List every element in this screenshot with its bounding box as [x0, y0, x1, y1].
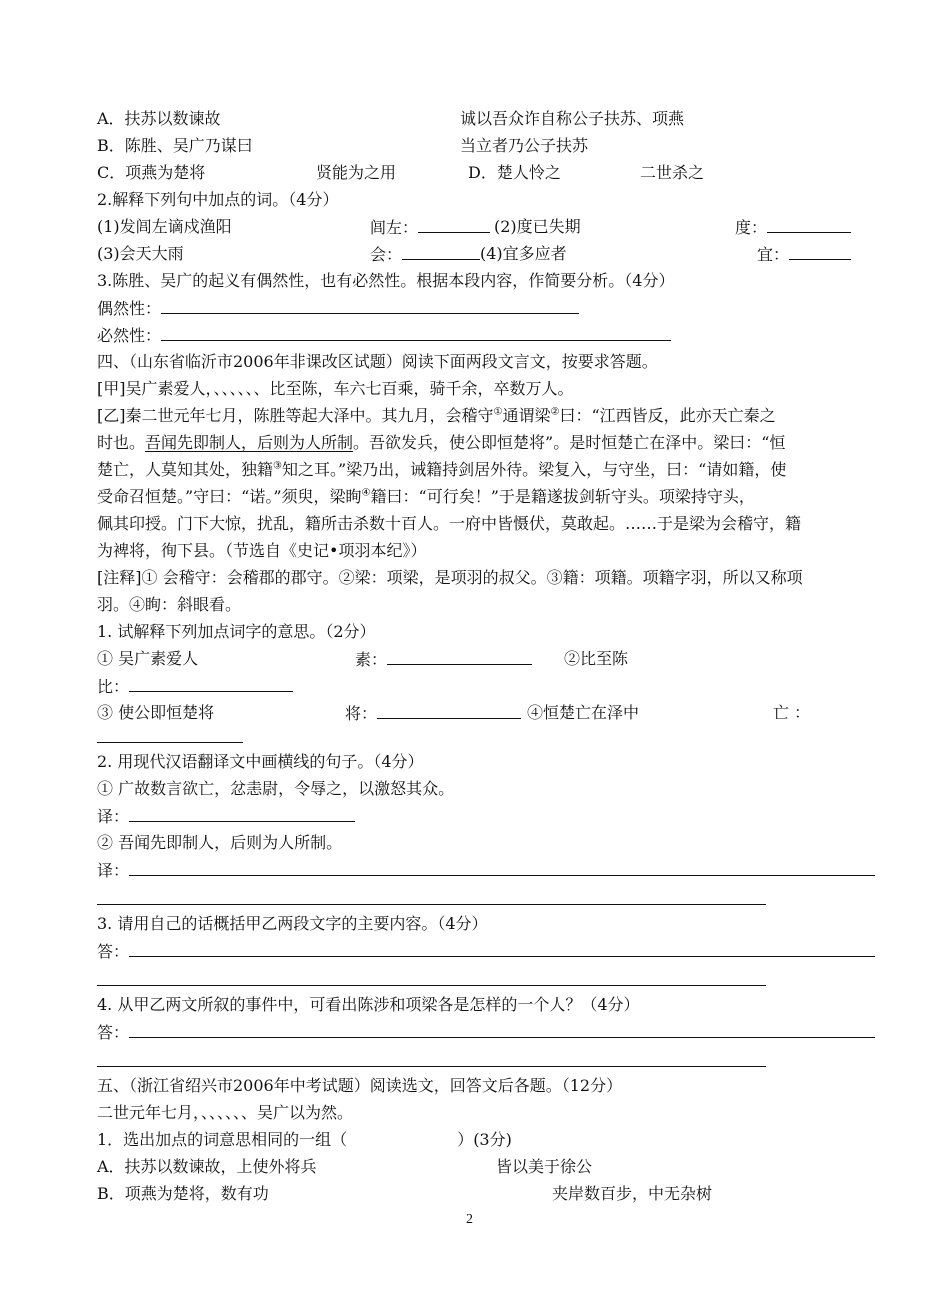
s4q2-translate2-line2[interactable]: [97, 904, 766, 905]
yi-line1-part3: 曰：“江西皆反，此亦天亡秦之: [559, 406, 776, 425]
s4q3-title: 3. 请用自己的话概括甲乙两段文字的主要内容。（4分）: [97, 914, 488, 933]
s4q1-item3: ③ 使公即恒楚将: [97, 703, 215, 722]
s5q1-option-a-left: A．扶苏以数谏故，上使外将兵: [97, 1157, 317, 1176]
s5q1-title-part1: 1．选出加点的词意思相同的一组（: [97, 1130, 348, 1149]
q2-item4-label: 宜：: [757, 245, 790, 264]
option-b-right: 当立者乃公子扶苏: [460, 136, 589, 155]
footnote-mark-1: ①: [493, 406, 503, 418]
s4q1-item3-label: 将：: [345, 704, 378, 723]
q2-title: 2.解释下列句中加点的词。（4分）: [97, 190, 339, 209]
s4q1-item3-answer: [345, 701, 521, 725]
yi-line2-part1: 时也。: [97, 433, 146, 452]
s4q1-item4-blank[interactable]: [97, 742, 243, 743]
option-c-left: C．项燕为楚将: [97, 163, 206, 182]
footnote-mark-4: ④: [361, 487, 371, 499]
passage-yi-line4: [97, 485, 755, 509]
section5-header: 五、（浙江省绍兴市2006年中考试题）阅读选文，回答文后各题。（12分）: [97, 1076, 623, 1095]
s4q4-answer: [97, 1020, 875, 1044]
s5q1-title: [97, 1128, 512, 1152]
footnote-mark-3: ③: [273, 460, 282, 472]
s4q1-item2: ②比至陈: [564, 649, 629, 668]
s4q2-translate1-label: 译：: [97, 807, 130, 826]
s5q1-option-b-right: 夹岸数百步，中无杂树: [552, 1184, 713, 1203]
page-number: 2: [466, 1212, 473, 1227]
s4q1-item2-blank[interactable]: [129, 674, 293, 692]
s4q4-answer-label: 答：: [97, 1023, 130, 1042]
q2-item1-blank[interactable]: [418, 215, 490, 233]
yi-line3-part1: 楚亡，人莫知其处，独籍: [97, 460, 274, 479]
s4q1-item3-blank[interactable]: [377, 701, 521, 719]
s4q1-item1-blank[interactable]: [387, 647, 532, 665]
notes-line2: 羽。④眴：斜眼看。: [97, 595, 242, 614]
q2-item2-answer: [735, 215, 851, 239]
s5q1-option-b-left: B．项燕为楚将，数有功: [97, 1184, 269, 1203]
section4-header: 四、（山东省临沂市2006年非课改区试题）阅读下面两段文言文，按要求答题。: [97, 352, 658, 371]
s4q4-title: 4. 从甲乙两文所叙的事件中，可看出陈涉和项梁各是怎样的一个人？（4分）: [97, 995, 640, 1014]
s4q3-answer-blank[interactable]: [129, 939, 875, 957]
yi-line2-part2: 。吾欲发兵，使公即恒楚将”。是时恒楚亡在泽中。梁曰：“恒: [353, 433, 786, 452]
passage-jia: [甲]吴广素爱人，、、、、、、比至陈，车六七百乘，骑千余，卒数万人。: [97, 379, 574, 398]
s4q1-item1-answer: [355, 647, 532, 671]
yi-line1-part2: 通谓梁: [502, 406, 551, 425]
s4q1-title: 1. 试解释下列加点词字的意思。（2分）: [97, 622, 376, 641]
s4q1-item2-answer: [97, 674, 293, 698]
s4q2-translate1-blank[interactable]: [129, 804, 355, 822]
passage-yi-line2: [97, 431, 785, 455]
q2-item3-label: 会：: [370, 245, 403, 264]
yi-line1-part1: [乙]秦二世元年七月，陈胜等起大泽中。其九月，会稽守: [97, 406, 494, 425]
passage-yi-line1: [97, 404, 776, 428]
s4q2-translate2: [97, 858, 875, 882]
s4q3-answer-line2[interactable]: [97, 985, 766, 986]
s4q2-title: 2. 用现代汉语翻译文中画横线的句子。（4分）: [97, 752, 424, 771]
yi-line3-part2: 知之耳。”梁乃出，诫籍持剑居外待。梁复入，与守坐，曰：“请如籍，使: [281, 460, 787, 479]
q2-item4-answer: [757, 242, 851, 266]
yi-line4-part1: 受命召恒楚。”守曰：“诺。”须臾，梁眴: [97, 487, 362, 506]
s4q4-answer-blank[interactable]: [129, 1020, 875, 1038]
option-c-mid: 贤能为之用: [316, 163, 397, 182]
notes-line1: [注释]① 会稽守：会稽郡的郡守。②梁：项梁，是项羽的叔父。③籍：项籍。项籍字羽，所以又称项: [97, 568, 803, 587]
s4q4-answer-line2[interactable]: [97, 1066, 766, 1067]
s4q3-answer-label: 答：: [97, 942, 130, 961]
passage-yi-line3: [97, 458, 786, 482]
q2-item3-answer: [370, 242, 480, 266]
q3-line1: [97, 296, 579, 320]
s4q2-sentence1: ① 广故数言欲亡，忿恚尉，令辱之，以激怒其众。: [97, 779, 455, 798]
q2-item4: (4)宜多应者: [480, 244, 567, 263]
s4q1-item1-label: 素：: [355, 650, 388, 669]
s4q2-translate2-label: 译：: [97, 861, 130, 880]
underlined-sentence: 吾闻先即制人，后则为人所制: [145, 433, 354, 452]
option-b-left: B．陈胜、吴广乃谋曰: [97, 136, 253, 155]
s4q1-item2-label: 比：: [97, 677, 130, 696]
option-a-left: A．扶苏以数谏故: [97, 109, 221, 128]
s5q1-option-a-right: 皆以美于徐公: [496, 1157, 593, 1176]
option-d-right: 二世杀之: [640, 163, 705, 182]
passage-yi-line6: 为裨将，徇下县。（节选自《史记•项羽本纪》）: [97, 541, 427, 560]
q2-item3-blank[interactable]: [402, 242, 480, 260]
q3-blank1[interactable]: [161, 296, 579, 314]
q2-item4-blank[interactable]: [789, 242, 851, 260]
footnote-mark-2: ②: [550, 406, 560, 418]
q2-item2-blank[interactable]: [767, 215, 851, 233]
option-d-left: D．楚人怜之: [468, 163, 561, 182]
s4q1-item1: ① 吴广素爱人: [97, 649, 199, 668]
s4q2-translate2-blank[interactable]: [129, 858, 875, 876]
q2-item2: (2)度已失期: [494, 217, 581, 236]
s4q1-item4-label: 亡 ：: [773, 703, 811, 722]
q3-title: 3.陈胜、吴广的起义有偶然性，也有必然性。根据本段内容，作简要分析。（4分）: [97, 271, 675, 290]
passage-yi-line5: 佩其印授。门下大惊，扰乱，籍所击杀数十百人。一府中皆慑伏，莫敢起。……于是梁为会稽守，籍: [97, 514, 802, 533]
yi-line4-part2: 籍曰：“可行矣！”于是籍遂拔剑斩守头。项梁持守头，: [370, 487, 755, 506]
section5-text: 二世元年七月，、、、、、、吴广以为然。: [97, 1103, 354, 1122]
s4q2-translate1: [97, 804, 355, 828]
q3-line2: [97, 323, 671, 347]
q2-item3: (3)会天大雨: [97, 244, 184, 263]
q3-label1: 偶然性：: [97, 299, 162, 318]
q2-item2-label: 度：: [735, 218, 768, 237]
q3-label2: 必然性：: [97, 326, 162, 345]
s4q2-sentence2: ② 吾闻先即制人，后则为人所制。: [97, 833, 343, 852]
q3-blank2[interactable]: [161, 323, 671, 341]
q2-item1-answer: [370, 215, 490, 239]
option-a-right: 诚以吾众诈自称公子扶苏、项燕: [460, 109, 685, 128]
s5q1-title-part2: ）(3分): [457, 1130, 512, 1149]
q2-item1-label: 闾左：: [370, 218, 419, 237]
q2-item1: (1)发闾左谪戍渔阳: [97, 217, 232, 236]
s4q1-item4: ④恒楚亡在泽中: [527, 703, 640, 722]
s4q3-answer: [97, 939, 875, 963]
